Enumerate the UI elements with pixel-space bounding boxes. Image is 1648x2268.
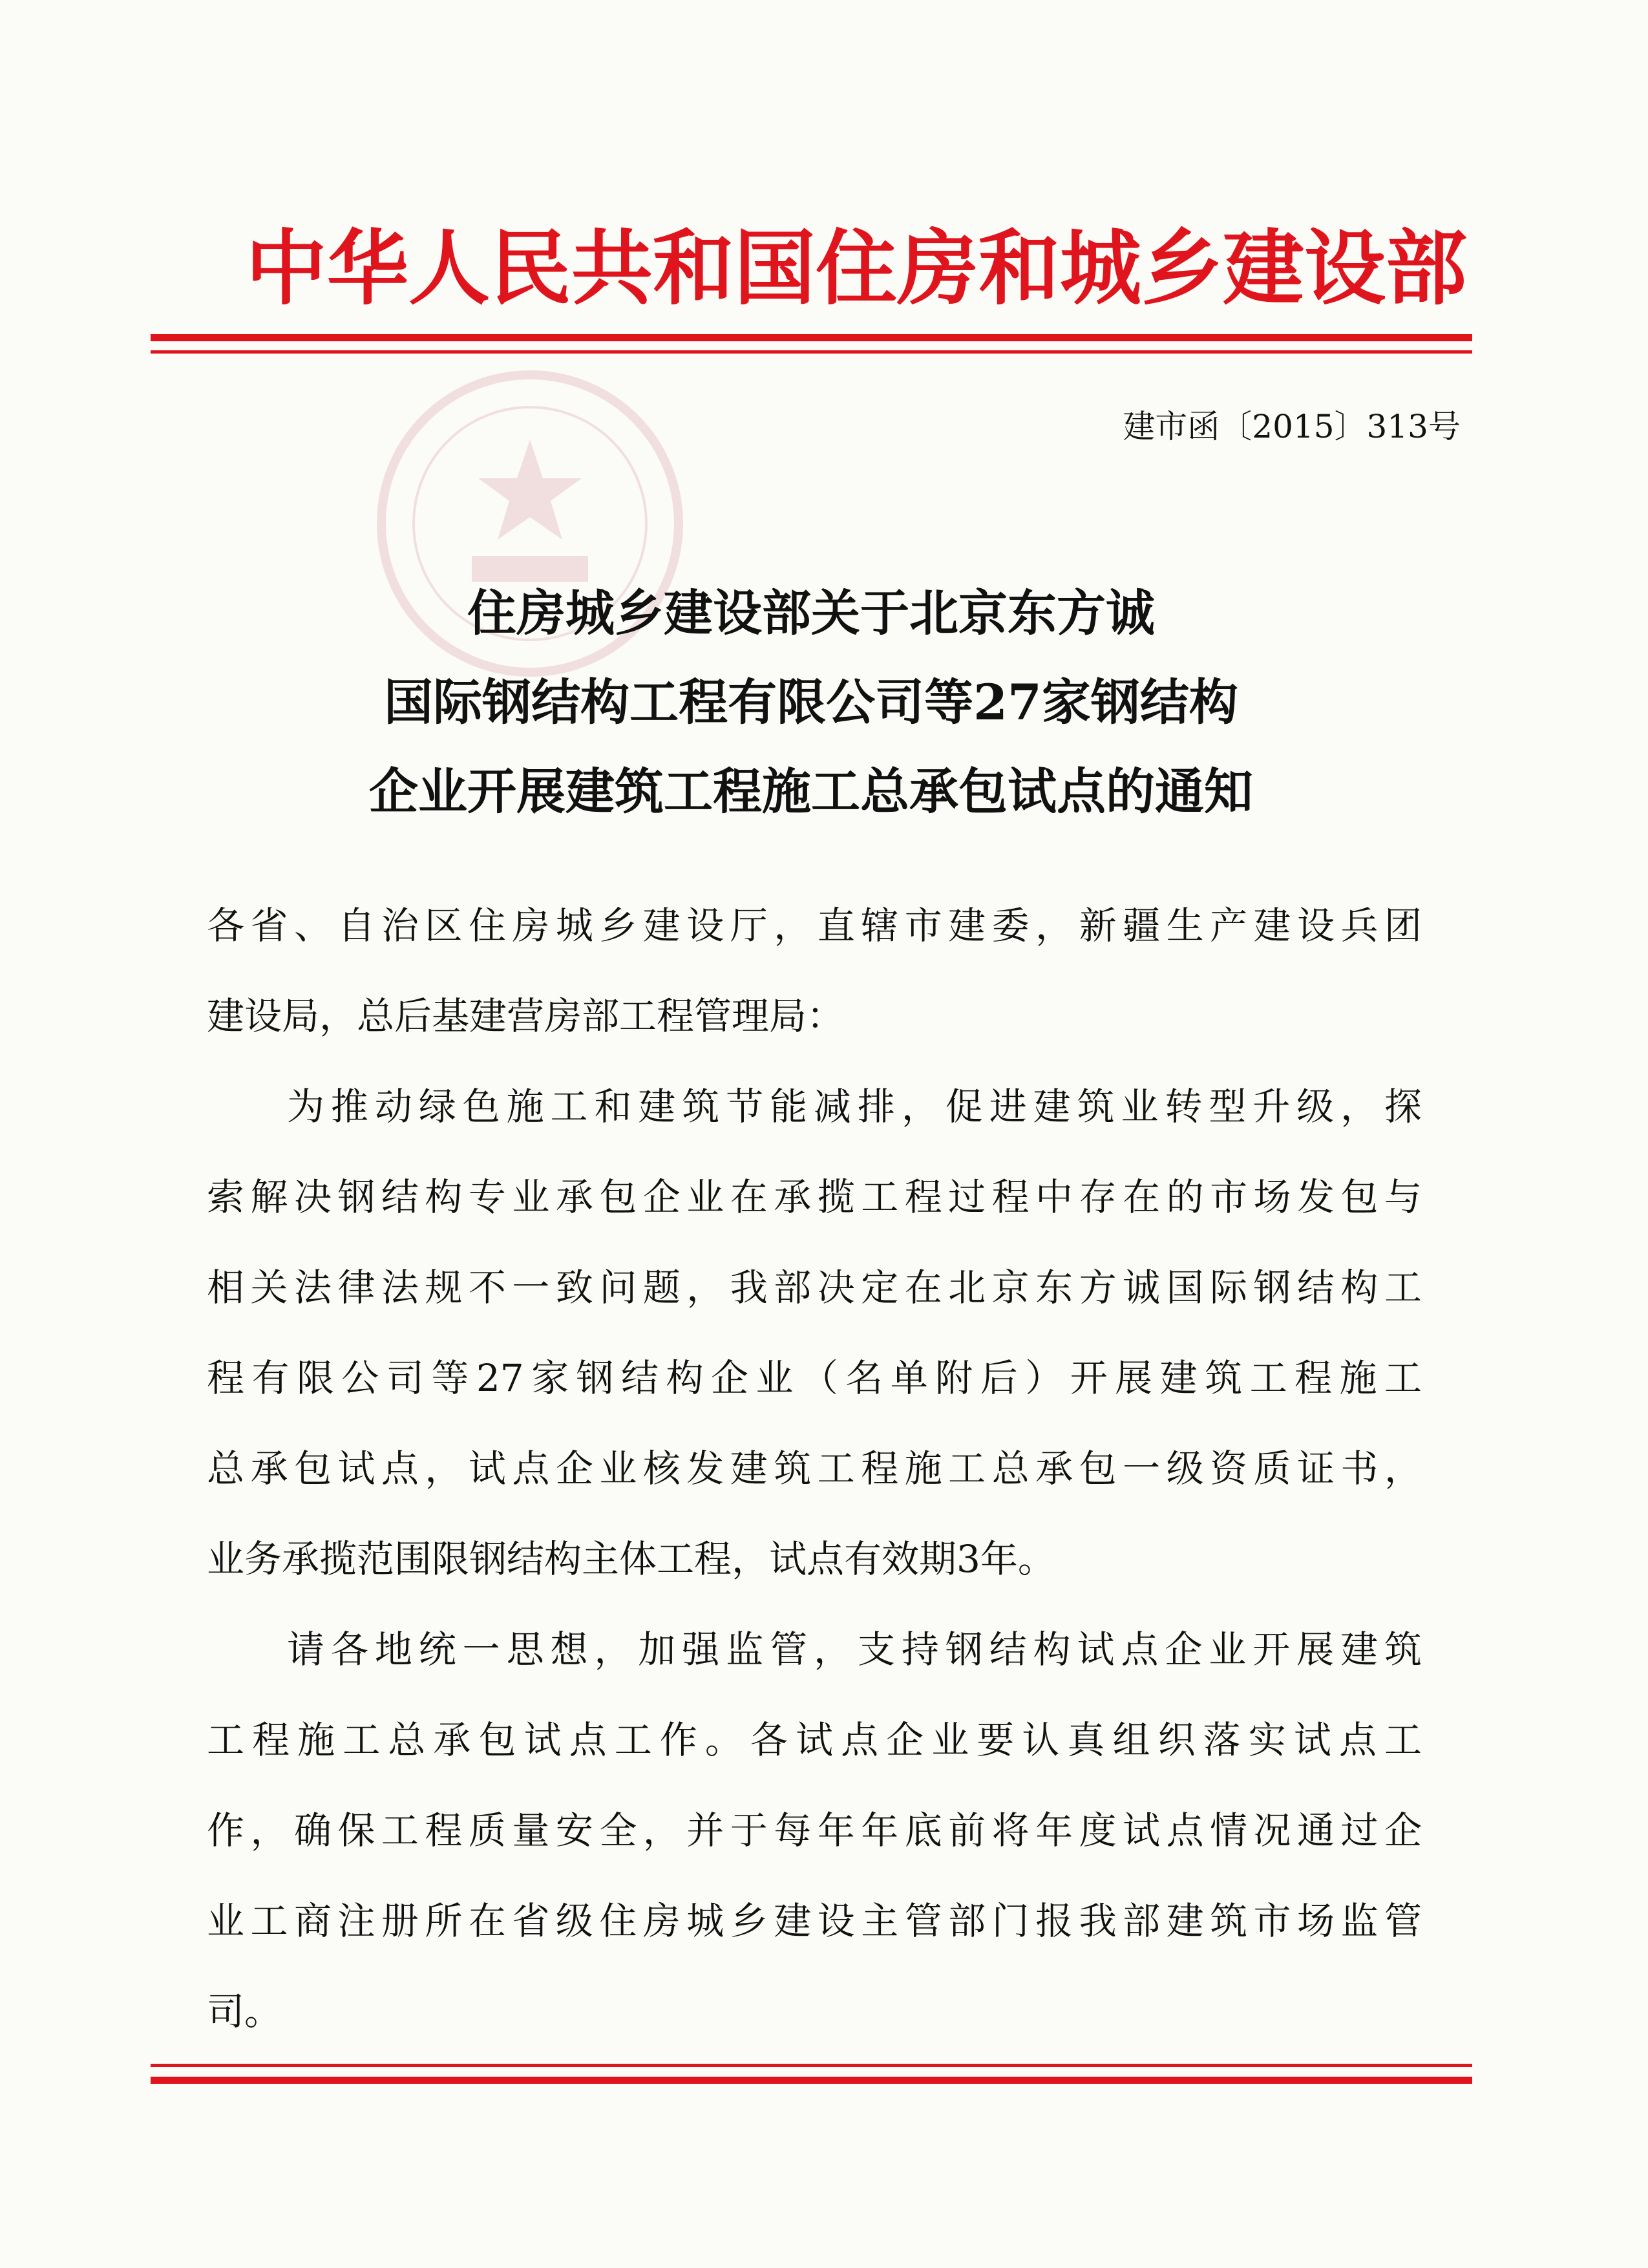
notice-title-line: 国际钢结构工程有限公司等27家钢结构 (384, 673, 1238, 731)
notice-title (155, 569, 1467, 836)
body-line: 总承包试点，试点企业核发建筑工程施工总承包一级资质证书， (207, 1447, 1422, 1490)
body-line: 建设局，总后基建营房部工程管理局： (207, 994, 845, 1038)
body-line: 作，确保工程质量安全，并于每年年底前将年度试点情况通过企 (207, 1808, 1422, 1852)
body-line: 司。 (207, 1989, 282, 2033)
body-line: 请各地统一思想，加强监管，支持钢结构试点企业开展建筑 (287, 1627, 1422, 1671)
body-line: 业工商注册所在省级住房城乡建设主管部门报我部建筑市场监管 (207, 1899, 1422, 1943)
header-rule-thick (151, 334, 1472, 341)
body-line: 工程施工总承包试点工作。各试点企业要认真组织落实试点工 (207, 1718, 1422, 1762)
notice-title-line: 住房城乡建设部关于北京东方诚 (467, 584, 1155, 642)
paragraph (207, 1604, 1422, 2057)
document-number: 建市函〔2015〕313号 (1123, 408, 1461, 445)
issuer-header: 中华人民共和国住房和城乡建设部 (246, 220, 1467, 316)
body-line: 索解决钢结构专业承包企业在承揽工程过程中存在的市场发包与 (207, 1175, 1422, 1219)
paragraph (207, 1061, 1422, 1604)
header-rule-thin (151, 350, 1472, 354)
footer-rule-thin (151, 2064, 1472, 2067)
body-line: 各省、自治区住房城乡建设厅，直辖市建委，新疆生产建设兵团 (207, 904, 1422, 948)
body-line: 相关法律法规不一致问题，我部决定在北京东方诚国际钢结构工 (207, 1266, 1422, 1309)
footer-rule-thick (151, 2077, 1472, 2084)
body-line: 业务承揽范围限钢结构主体工程，试点有效期3年。 (207, 1537, 1055, 1581)
notice-title-line: 企业开展建筑工程施工总承包试点的通知 (369, 763, 1253, 820)
notice-body (207, 880, 1422, 2057)
addressee (207, 880, 1422, 1061)
body-line: 为推动绿色施工和建筑节能减排，促进建筑业转型升级，探 (287, 1085, 1422, 1129)
body-line: 程有限公司等27家钢结构企业（名单附后）开展建筑工程施工 (207, 1356, 1422, 1400)
